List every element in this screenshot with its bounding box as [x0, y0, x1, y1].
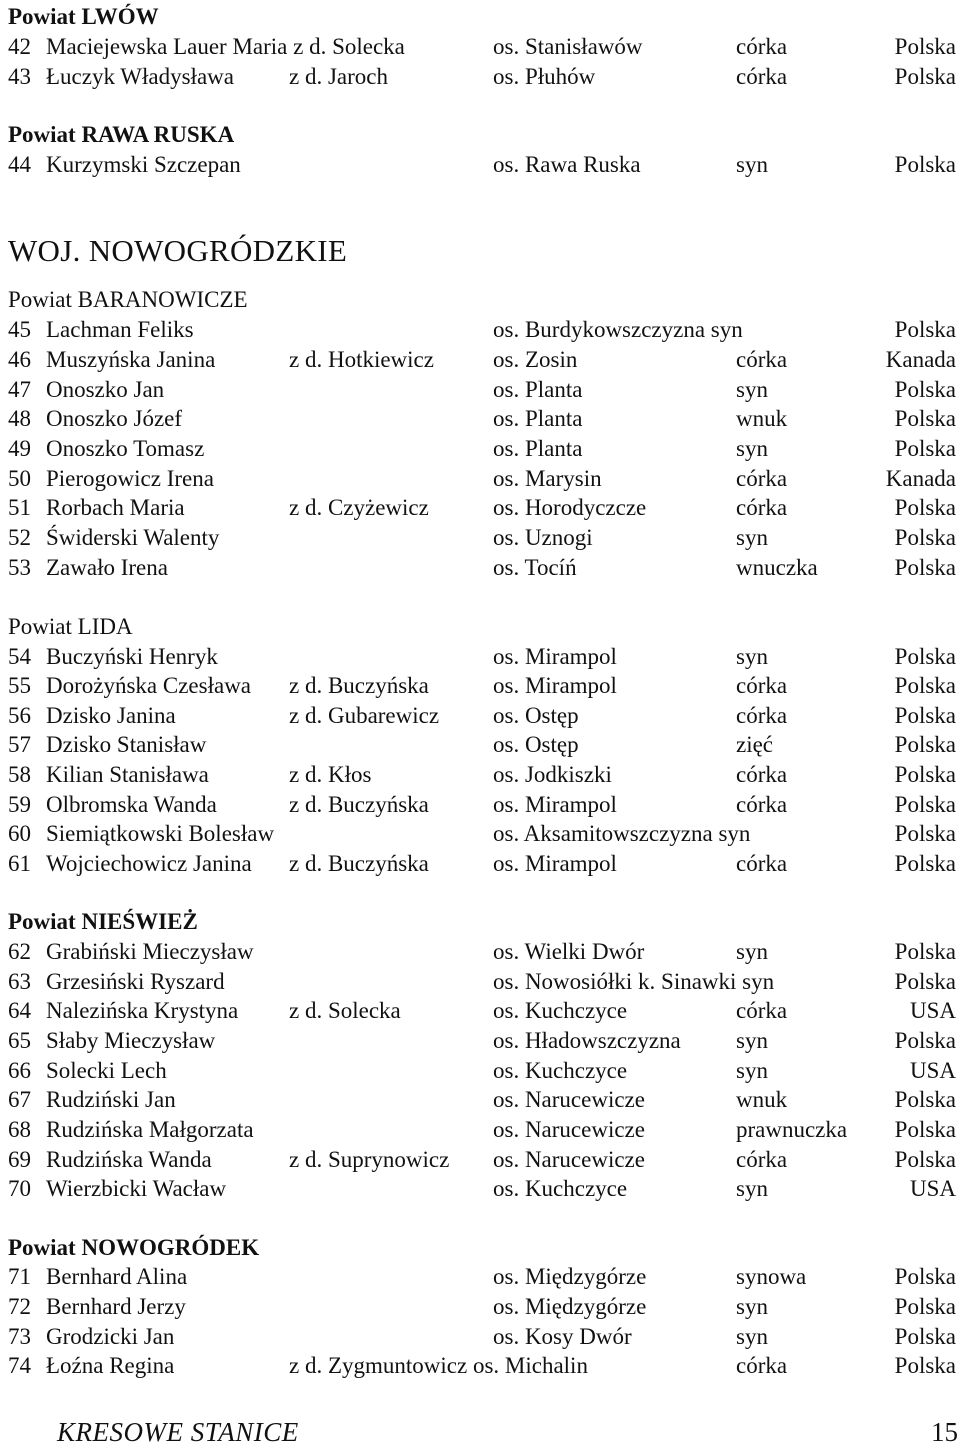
- row-number: 61: [8, 851, 31, 876]
- settlement: os. Zosin: [493, 347, 578, 372]
- relation: syn: [736, 644, 768, 669]
- person-name: Bernhard Jerzy: [46, 1294, 186, 1319]
- section-title-lwow: Powiat LWÓW: [8, 4, 159, 29]
- country: Kanada: [885, 347, 956, 372]
- table-row: [0, 937, 960, 967]
- person-name: Buczyński Henryk: [46, 644, 218, 669]
- table-row: [0, 523, 960, 553]
- settlement: os. Narucewicze: [493, 1087, 645, 1112]
- row-number: 46: [8, 347, 31, 372]
- row-number: 72: [8, 1294, 31, 1319]
- person-name: Rorbach Maria: [46, 495, 185, 520]
- table-row: [0, 464, 960, 494]
- country: Polska: [894, 1294, 956, 1319]
- person-name: Onoszko Józef: [46, 406, 183, 431]
- maiden-name: z d. Kłos: [289, 762, 372, 787]
- table-row: [0, 493, 960, 523]
- settlement: os. Jodkiszki: [493, 762, 612, 787]
- relation: córka: [736, 347, 788, 372]
- relation: zięć: [736, 732, 774, 757]
- person-name: Grodzicki Jan: [46, 1324, 175, 1349]
- person-name: Łoźna Regina: [46, 1353, 175, 1378]
- person-name: Łuczyk Władysława: [46, 64, 234, 89]
- person-name: Kilian Stanisława: [46, 762, 209, 787]
- table-row: [0, 760, 960, 790]
- table-row: [0, 345, 960, 375]
- row-number: 65: [8, 1028, 31, 1053]
- table-row: [0, 671, 960, 701]
- table-row: [0, 1026, 960, 1056]
- person-name: Rudzińska Małgorzata: [46, 1117, 254, 1142]
- table-row: [0, 790, 960, 820]
- table-row: [0, 315, 960, 345]
- country: USA: [909, 1176, 956, 1201]
- relation: córka: [736, 851, 788, 876]
- row-number: 67: [8, 1087, 31, 1112]
- table-row: [0, 996, 960, 1026]
- row-number: 44: [8, 152, 31, 177]
- relation: córka: [736, 792, 788, 817]
- row-number: 66: [8, 1058, 31, 1083]
- settlement: os. Stanisławów: [493, 34, 643, 59]
- relation: syn: [736, 377, 768, 402]
- section-title-lida: Powiat LIDA: [8, 614, 133, 639]
- country: Polska: [894, 1117, 956, 1142]
- person-name: Kurzymski Szczepan: [46, 152, 241, 177]
- settlement: os. Rawa Ruska: [493, 152, 641, 177]
- table-row: [0, 819, 960, 849]
- settlement: os. Narucewicze: [493, 1147, 645, 1172]
- maiden-name: z d. Buczyńska: [289, 673, 429, 698]
- person-name: Zawało Irena: [46, 555, 168, 580]
- section-title-nieswiez: Powiat NIEŚWIEŻ: [8, 909, 198, 934]
- relation: syn: [736, 1294, 768, 1319]
- person-name: Onoszko Jan: [46, 377, 165, 402]
- table-row: [0, 1085, 960, 1115]
- settlement: os. Mirampol: [493, 792, 617, 817]
- row-number: 49: [8, 436, 31, 461]
- country: Polska: [894, 969, 956, 994]
- person-name: Olbromska Wanda: [46, 792, 217, 817]
- table-row: [0, 1174, 960, 1204]
- table-row: [0, 1262, 960, 1292]
- relation: córka: [736, 703, 788, 728]
- person-name: Pierogowicz Irena: [46, 466, 214, 491]
- country: Polska: [894, 673, 956, 698]
- country: Kanada: [885, 466, 956, 491]
- country: Polska: [894, 644, 956, 669]
- settlement: os. Kuchczyce: [493, 998, 628, 1023]
- country: Polska: [894, 821, 956, 846]
- country: Polska: [894, 152, 956, 177]
- row-number: 58: [8, 762, 31, 787]
- person-name: Bernhard Alina: [46, 1264, 188, 1289]
- relation: syn: [736, 525, 768, 550]
- country: Polska: [894, 317, 956, 342]
- person-name: Dzisko Janina: [46, 703, 176, 728]
- maiden-name: z d. Solecka: [289, 998, 401, 1023]
- relation: synowa: [736, 1264, 807, 1289]
- settlement: os. Planta: [493, 406, 583, 431]
- row-number: 51: [8, 495, 31, 520]
- person-name: Lachman Feliks: [46, 317, 194, 342]
- relation: syn: [736, 152, 768, 177]
- row-number: 59: [8, 792, 31, 817]
- table-row: [0, 375, 960, 405]
- settlement: os. Ostęp: [493, 732, 579, 757]
- settlement: os. Mirampol: [493, 851, 617, 876]
- person-name: Muszyńska Janina: [46, 347, 216, 372]
- settlement: os. Ostęp: [493, 703, 579, 728]
- relation: córka: [736, 1353, 788, 1378]
- country: Polska: [894, 851, 956, 876]
- country: Polska: [894, 1087, 956, 1112]
- table-row: [0, 62, 960, 92]
- relation: wnuk: [736, 406, 788, 431]
- relation: córka: [736, 673, 788, 698]
- country: Polska: [894, 406, 956, 431]
- row-number: 43: [8, 64, 31, 89]
- settlement: os. Nowosiółki k. Sinawki syn: [493, 969, 775, 994]
- relation: syn: [736, 1324, 768, 1349]
- maiden-name: z d. Buczyńska: [289, 851, 429, 876]
- person-name: Wojciechowicz Janina: [46, 851, 252, 876]
- settlement: os. Narucewicze: [493, 1117, 645, 1142]
- row-number: 64: [8, 998, 31, 1023]
- publication-title: KRESOWE STANICE: [57, 1417, 299, 1447]
- row-number: 68: [8, 1117, 31, 1142]
- country: Polska: [894, 525, 956, 550]
- page-number: 15: [931, 1417, 958, 1447]
- row-number: 57: [8, 732, 31, 757]
- maiden-name: z d. Suprynowicz: [289, 1147, 450, 1172]
- row-number: 50: [8, 466, 31, 491]
- person-name: Grabiński Mieczysław: [46, 939, 254, 964]
- settlement: os. Planta: [493, 377, 583, 402]
- country: Polska: [894, 1147, 956, 1172]
- relation: syn: [736, 939, 768, 964]
- relation: córka: [736, 466, 788, 491]
- settlement: os. Międzygórze: [493, 1294, 647, 1319]
- table-row: [0, 1351, 960, 1381]
- relation: córka: [736, 34, 788, 59]
- country: Polska: [894, 762, 956, 787]
- country: Polska: [894, 1353, 956, 1378]
- maiden-name: z d. Zygmuntowicz os. Michalin: [289, 1353, 588, 1378]
- person-name: Solecki Lech: [46, 1058, 167, 1083]
- country: Polska: [894, 1324, 956, 1349]
- person-name: Świderski Walenty: [46, 525, 220, 550]
- settlement: os. Marysin: [493, 466, 602, 491]
- country: Polska: [894, 1264, 956, 1289]
- settlement: os. Mirampol: [493, 673, 617, 698]
- maiden-name: z d. Hotkiewicz: [289, 347, 434, 372]
- country: Polska: [894, 34, 956, 59]
- maiden-name: z d. Jaroch: [289, 64, 388, 89]
- row-number: 47: [8, 377, 31, 402]
- country: Polska: [894, 495, 956, 520]
- person-name: Rudzińska Wanda: [46, 1147, 212, 1172]
- table-row: [0, 1322, 960, 1352]
- settlement: os. Tocíń: [493, 555, 577, 580]
- row-number: 42: [8, 34, 31, 59]
- table-row: [0, 1145, 960, 1175]
- country: Polska: [894, 64, 956, 89]
- person-name: Słaby Mieczysław: [46, 1028, 216, 1053]
- table-row: [0, 1115, 960, 1145]
- country: Polska: [894, 377, 956, 402]
- country: Polska: [894, 555, 956, 580]
- row-number: 73: [8, 1324, 31, 1349]
- row-number: 60: [8, 821, 31, 846]
- settlement: os. Hładowszczyzna: [493, 1028, 681, 1053]
- maiden-name: z d. Czyżewicz: [289, 495, 429, 520]
- relation: wnuk: [736, 1087, 788, 1112]
- row-number: 45: [8, 317, 31, 342]
- relation: syn: [736, 1176, 768, 1201]
- person-name: Maciejewska Lauer Maria z d. Solecka: [46, 34, 405, 59]
- settlement: os. Burdykowszczyzna syn: [493, 317, 743, 342]
- table-row: [0, 150, 960, 180]
- relation: córka: [736, 64, 788, 89]
- relation: córka: [736, 1147, 788, 1172]
- settlement: os. Wielki Dwór: [493, 939, 645, 964]
- person-name: Nalezińska Krystyna: [46, 998, 239, 1023]
- row-number: 48: [8, 406, 31, 431]
- person-name: Grzesiński Ryszard: [46, 969, 225, 994]
- table-row: [0, 553, 960, 583]
- settlement: os. Międzygórze: [493, 1264, 647, 1289]
- country: USA: [909, 1058, 956, 1083]
- settlement: os. Aksamitowszczyzna syn: [493, 821, 751, 846]
- table-row: [0, 849, 960, 879]
- table-row: [0, 1292, 960, 1322]
- settlement: os. Kuchczyce: [493, 1176, 628, 1201]
- settlement: os. Planta: [493, 436, 583, 461]
- row-number: 69: [8, 1147, 31, 1172]
- person-name: Wierzbicki Wacław: [46, 1176, 227, 1201]
- row-number: 70: [8, 1176, 31, 1201]
- settlement: os. Mirampol: [493, 644, 617, 669]
- table-row: [0, 701, 960, 731]
- row-number: 54: [8, 644, 31, 669]
- person-name: Dzisko Stanisław: [46, 732, 207, 757]
- country: Polska: [894, 703, 956, 728]
- table-row: [0, 32, 960, 62]
- row-number: 74: [8, 1353, 31, 1378]
- settlement: os. Kuchczyce: [493, 1058, 628, 1083]
- person-name: Siemiątkowski Bolesław: [46, 821, 275, 846]
- table-row: [0, 967, 960, 997]
- maiden-name: z d. Buczyńska: [289, 792, 429, 817]
- table-row: [0, 404, 960, 434]
- person-name: Onoszko Tomasz: [46, 436, 205, 461]
- relation: syn: [736, 1028, 768, 1053]
- settlement: os. Płuhów: [493, 64, 596, 89]
- row-number: 63: [8, 969, 31, 994]
- row-number: 56: [8, 703, 31, 728]
- row-number: 71: [8, 1264, 31, 1289]
- row-number: 52: [8, 525, 31, 550]
- table-row: [0, 642, 960, 672]
- relation: syn: [736, 436, 768, 461]
- relation: prawnuczka: [736, 1117, 848, 1142]
- row-number: 62: [8, 939, 31, 964]
- table-row: [0, 434, 960, 464]
- table-row: [0, 1056, 960, 1086]
- relation: córka: [736, 495, 788, 520]
- country: Polska: [894, 792, 956, 817]
- voivodeship-title: WOJ. NOWOGRÓDZKIE: [8, 233, 348, 268]
- row-number: 53: [8, 555, 31, 580]
- settlement: os. Horodyczcze: [493, 495, 647, 520]
- country: Polska: [894, 1028, 956, 1053]
- relation: syn: [736, 1058, 768, 1083]
- settlement: os. Uznogi: [493, 525, 593, 550]
- table-row: [0, 730, 960, 760]
- section-title-nowogrodek: Powiat NOWOGRÓDEK: [8, 1235, 260, 1260]
- relation: córka: [736, 998, 788, 1023]
- country: USA: [909, 998, 956, 1023]
- section-title-baranowicze: Powiat BARANOWICZE: [8, 287, 248, 312]
- relation: wnuczka: [736, 555, 818, 580]
- person-name: Rudziński Jan: [46, 1087, 176, 1112]
- country: Polska: [894, 939, 956, 964]
- country: Polska: [894, 732, 956, 757]
- relation: córka: [736, 762, 788, 787]
- maiden-name: z d. Gubarewicz: [289, 703, 440, 728]
- country: Polska: [894, 436, 956, 461]
- person-name: Dorożyńska Czesława: [46, 673, 252, 698]
- section-title-rawa-ruska: Powiat RAWA RUSKA: [8, 122, 235, 147]
- settlement: os. Kosy Dwór: [493, 1324, 632, 1349]
- row-number: 55: [8, 673, 31, 698]
